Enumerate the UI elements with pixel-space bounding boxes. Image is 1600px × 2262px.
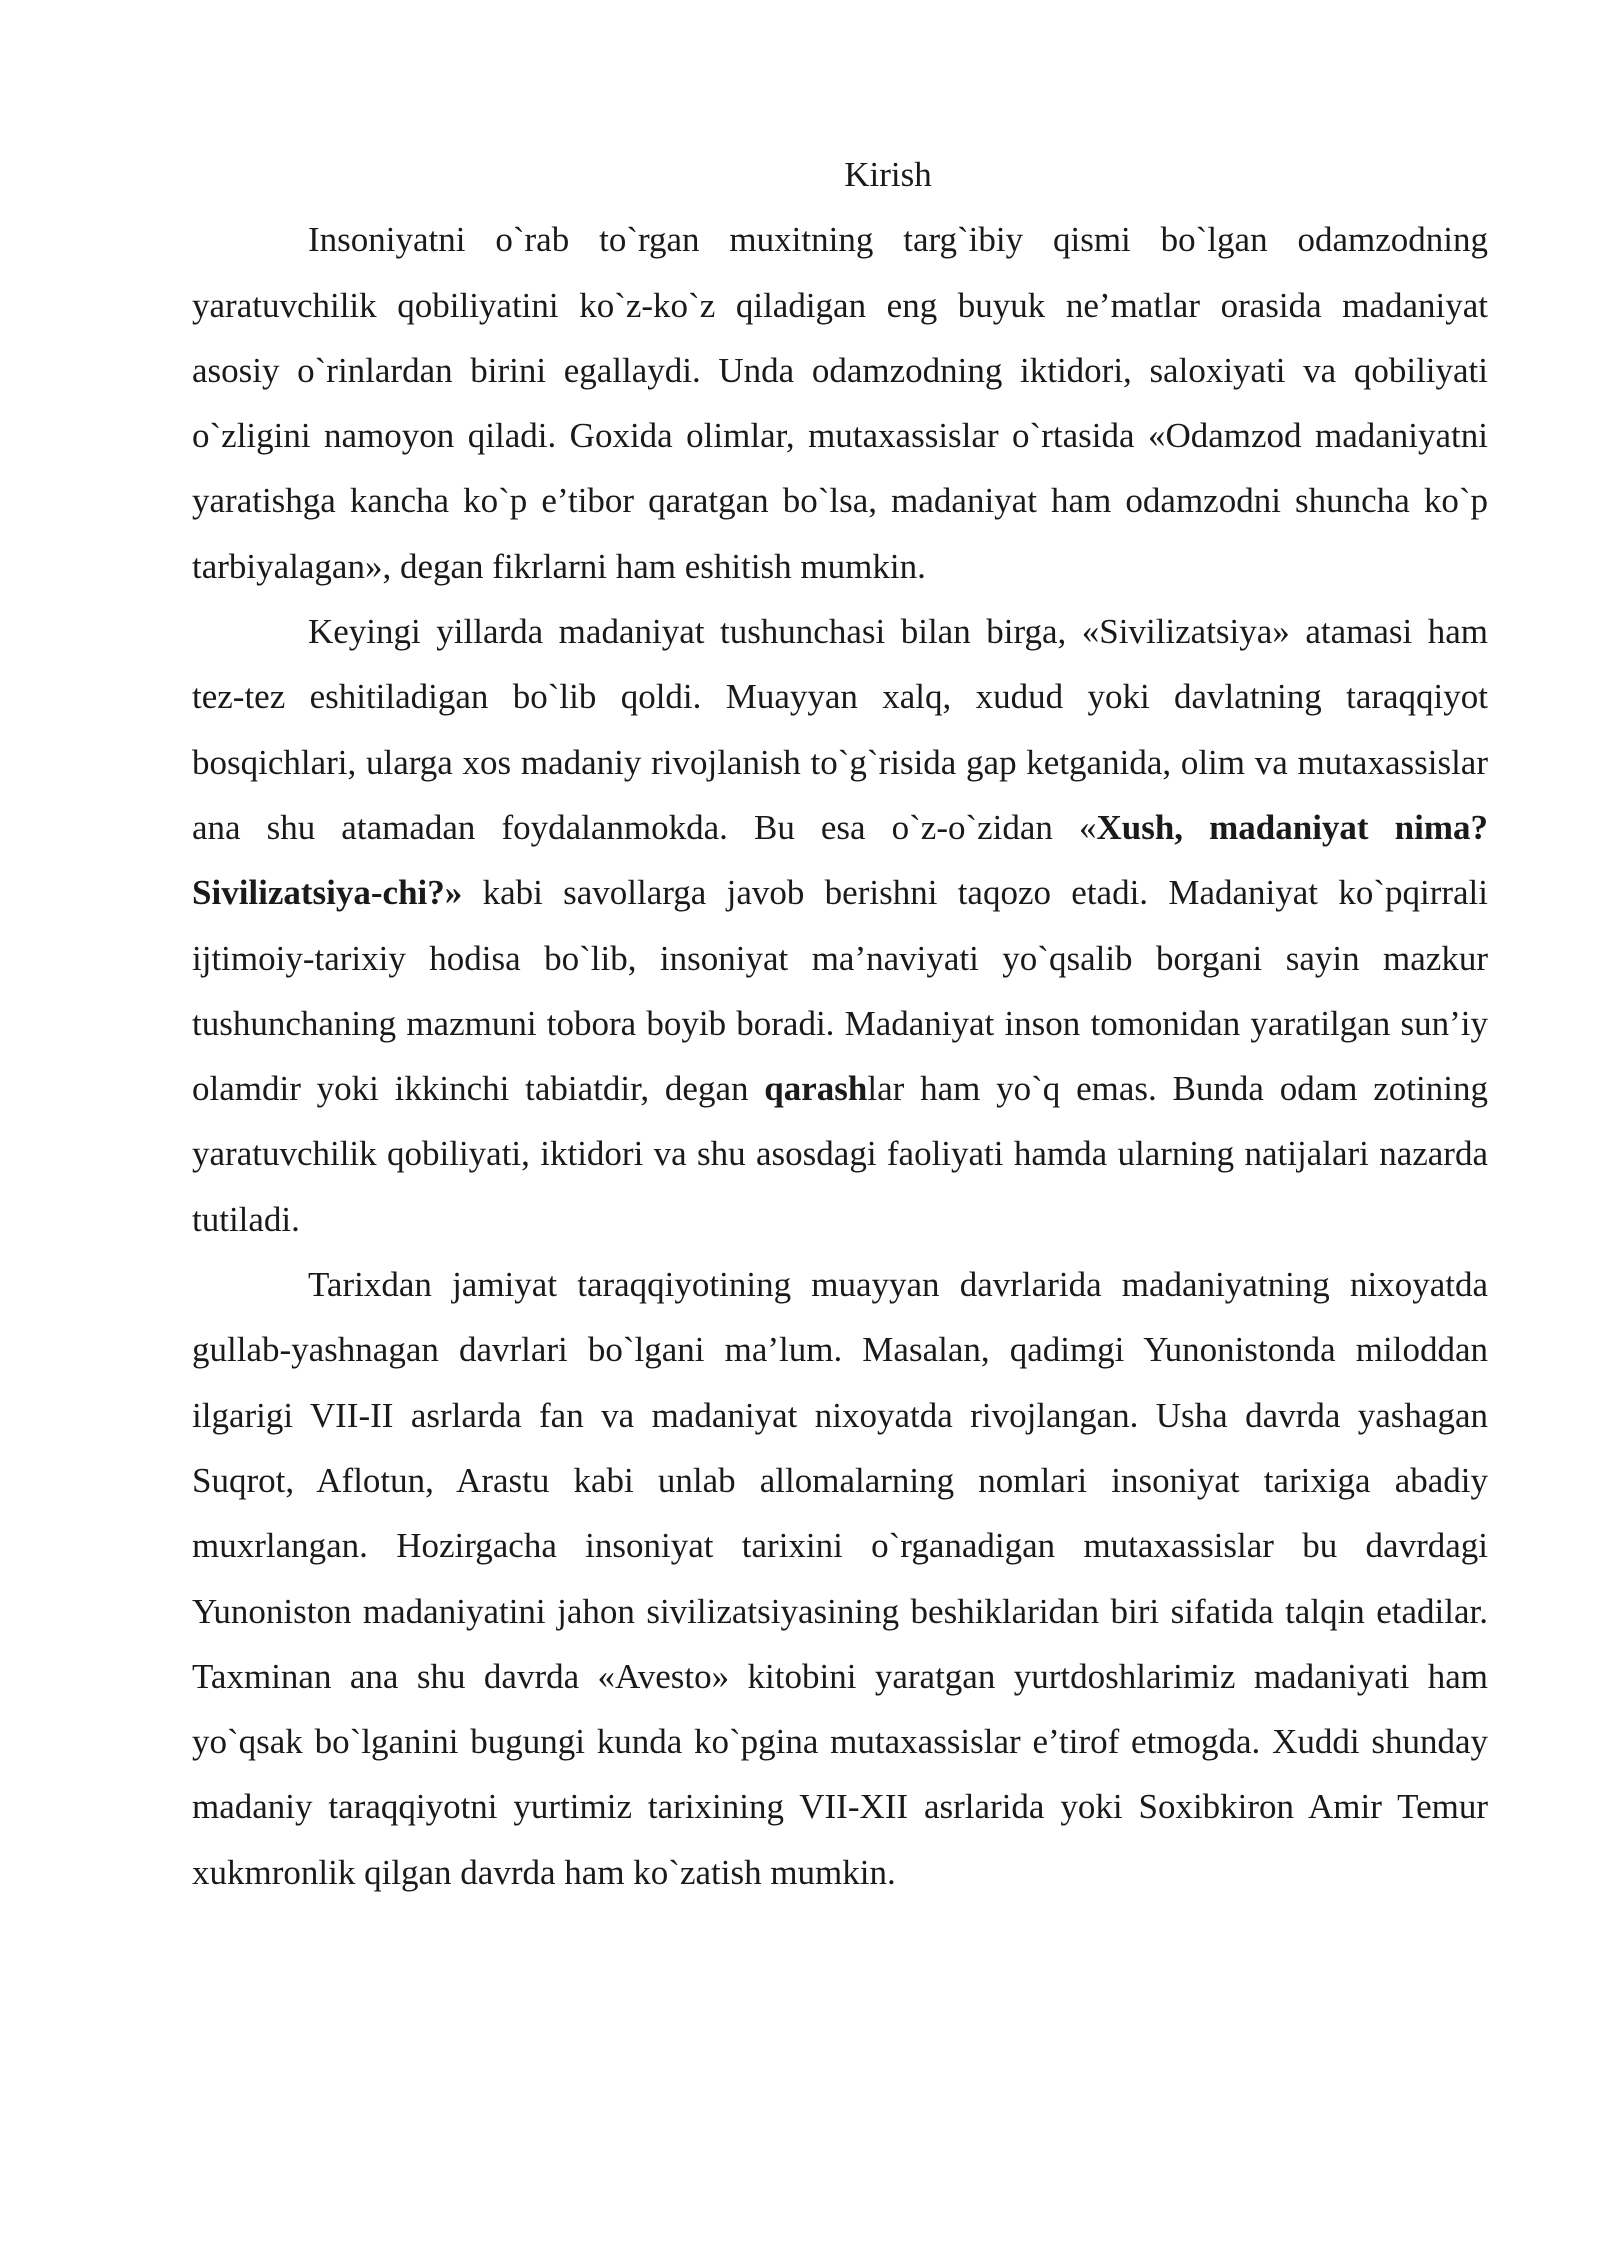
document-body	[192, 142, 1488, 1905]
paragraph-history	[192, 1252, 1488, 1905]
bold-term: qarash	[764, 1069, 868, 1109]
bold-question: Xush, madaniyat nima? Sivilizatsiya-chi?»	[192, 807, 1488, 913]
paragraph-text: Insoniyatni o`rab to`rgan muxitning targ`ibiy qismi bo`lgan odamzodning yaratuvchilik qobiliyatini ko`z-ko`z qiladigan eng buyuk ne’matlar orasida madaniyat asosiy o`rinlardan birini egallaydi. Unda odamzodning iktidori, saloxiyati va qobiliyati o`zligini namoyon qiladi. Goxida olimlar, mutaxassislar o`rtasida «Odamzod madaniyatni yaratishga kancha ko`p e’tibor qaratgan bo`lsa, madaniyat ham odamzodni shuncha ko`p tarbiyalagan», degan fikrlarni ham eshitish mumkin.	[192, 220, 1488, 586]
paragraph-intro	[192, 207, 1488, 599]
paragraph-text: Keyingi yillarda madaniyat tushunchasi bilan birga, «Sivilizatsiya» atamasi ham tez-tez eshitiladigan bo`lib qoldi. Muayyan xalq, xudud yoki davlatning taraqqiyot bosqichlari, ularga xos madaniy rivojlanish to`g`risida gap ketganida, olim va mutaxassislar ana shu atamadan foydalanmokda. Bu esa o`z-o`zidan «	[192, 612, 1488, 847]
paragraph-text: kabi savollarga javob berishni taqozo etadi. Madaniyat ko`pqirrali ijtimoiy-tarixiy hodisa bo`lib, insoniyat ma’naviyati yo`qsalib borgani sayin mazkur tushunchaning mazmuni tobora boyib boradi. Madaniyat inson tomonidan yaratilgan sun’iy olamdir yoki ikkinchi tabiatdir, degan	[192, 873, 1488, 1109]
page-title: Kirish	[844, 155, 932, 194]
paragraph-text: lar ham yo`q emas. Bunda odam zotining yaratuvchilik qobiliyati, iktidori va shu asosdagi faoliyati hamda ularning natijalari nazarda tutiladi.	[192, 1069, 1488, 1239]
paragraph-text: Tarixdan jamiyat taraqqiyotining muayyan davrlarida madaniyatning nixoyatda gullab-yashnagan davrlari bo`lgani ma’lum. Masalan, qadimgi Yunonistonda miloddan ilgarigi VII-II asrlarda fan va madaniyat nixoyatda rivojlangan. Usha davrda yashagan Suqrot, Aflotun, Arastu kabi unlab allomalarning nomlari insoniyat tarixiga abadiy muxrlangan. Hozirgacha insoniyat tarixini o`rganadigan mutaxassislar bu davrdagi Yunoniston madaniyatini jahon sivilizatsiyasining beshiklaridan biri sifatida talqin etadilar. Taxminan ana shu davrda «Avesto» kitobini yaratgan yurtdoshlarimiz madaniyati ham yo`qsak bo`lganini bugungi kunda ko`pgina mutaxassislar e’tirof etmogda. Xuddi shunday madaniy taraqqiyotni yurtimiz tarixining VII-XII asrlarida yoki Soxibkiron Amir Temur xukmronlik qilgan davrda ham ko`zatish mumkin.	[192, 1265, 1488, 1892]
paragraph-civilization	[192, 599, 1488, 1252]
